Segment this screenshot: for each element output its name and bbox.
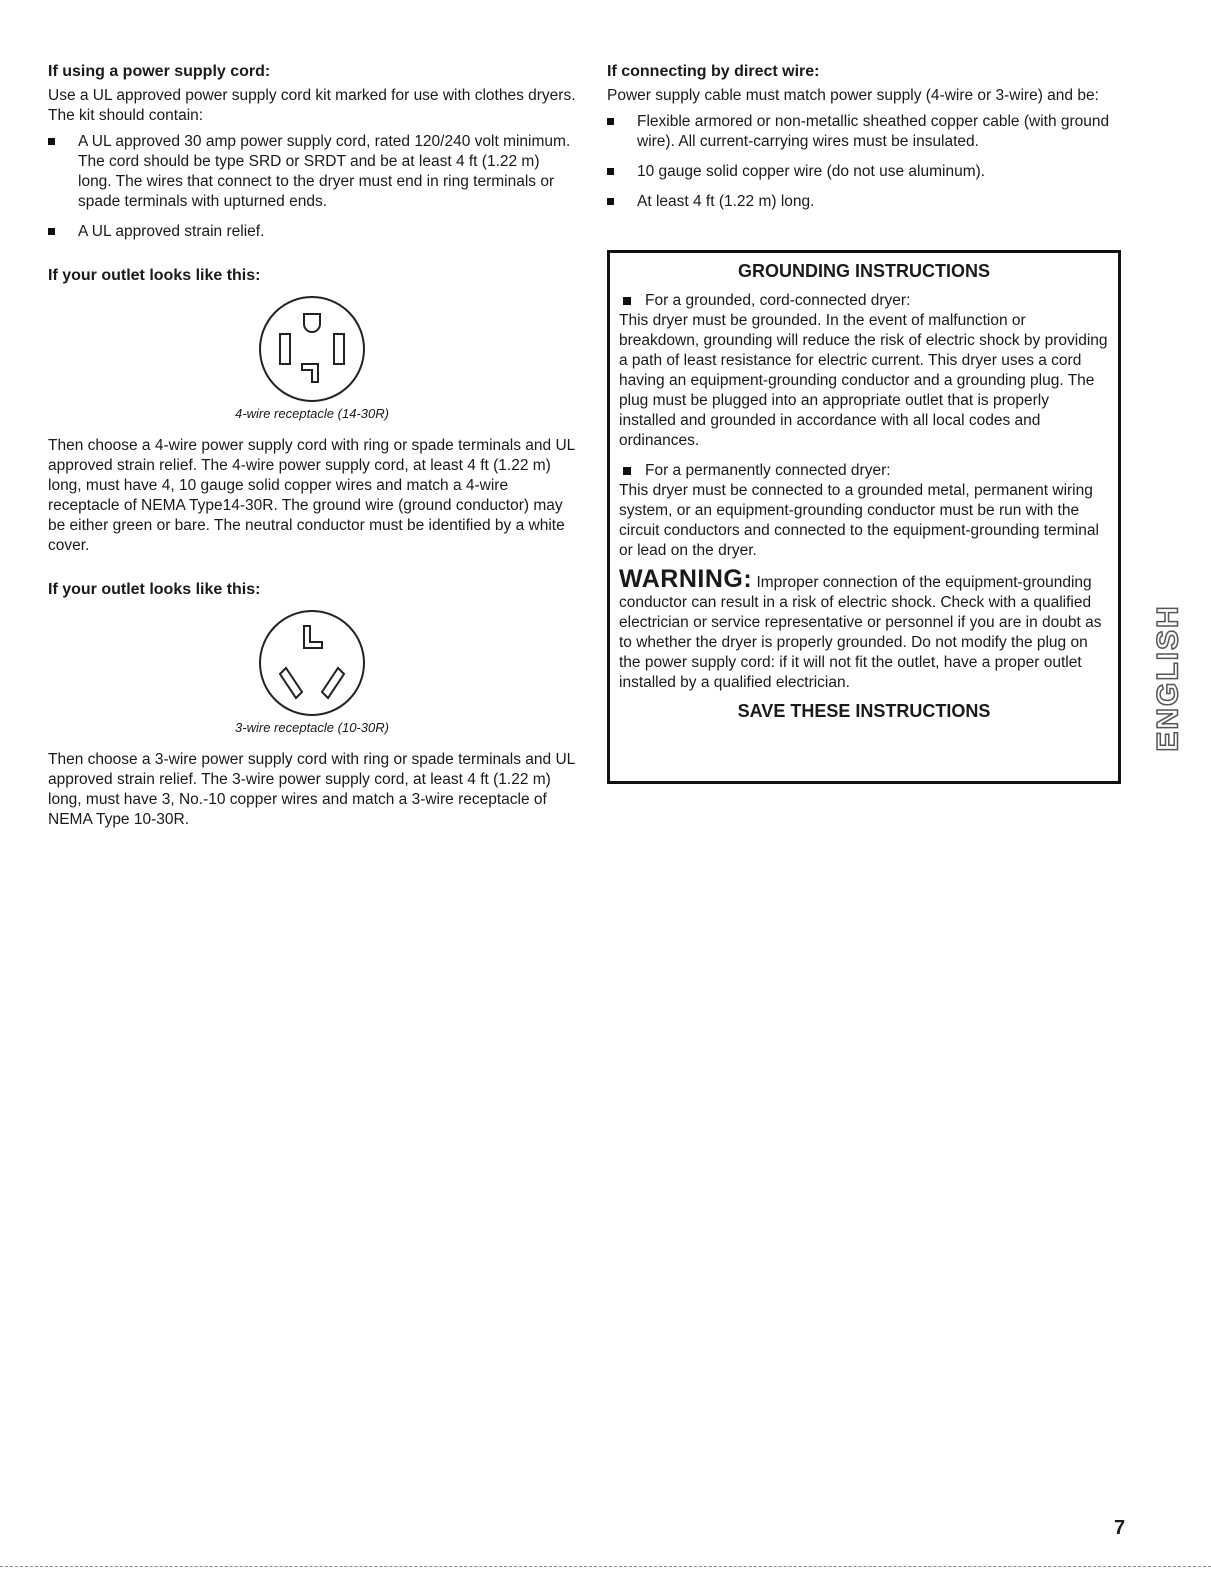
square-bullet-icon bbox=[607, 118, 614, 125]
direct-intro: Power supply cable must match power supply (4-wire or 3-wire) and be: bbox=[607, 87, 1099, 104]
grounding-bullet-2: For a permanently connected dryer: bbox=[619, 461, 1109, 481]
outlet1-text: Then choose a 4-wire power supply cord with ring or spade terminals and UL approved strain relief. The 4-wire power supply cord, at least 4 ft (1.22 m) long, must have 4, 10 gauge solid copper wires and match a 4-wire receptacle of NEMA Type14-30R. The ground wire (ground conductor) may be either green or bare. The neutral conductor must be identified by a white cover. bbox=[48, 437, 575, 554]
list-item: At least 4 ft (1.22 m) long. bbox=[607, 192, 1127, 212]
square-bullet-icon bbox=[607, 198, 614, 205]
bottom-divider bbox=[0, 1566, 1211, 1567]
cord-list bbox=[48, 132, 576, 242]
outlet2-caption: 3-wire receptacle (10-30R) bbox=[235, 720, 389, 735]
right-column bbox=[607, 62, 1127, 222]
left-column bbox=[48, 62, 576, 830]
list-item: 10 gauge solid copper wire (do not use aluminum). bbox=[607, 162, 1127, 182]
outlet2-text: Then choose a 3-wire power supply cord with ring or spade terminals and UL approved strain relief. The 3-wire power supply cord, at least 4 ft (1.22 m) long, must have 3, No.-10 copper wires and match a 3-wire receptacle of NEMA Type 10-30R. bbox=[48, 751, 575, 828]
warning-text: Improper connection of the equipment-grounding conductor can result in a risk of electric shock. Check with a qualified electrician or service representative or personnel if you are in doubt as to whether the dryer is properly grounded. Do not modify the plug on the power supply cord: if it will not fit the outlet, have a proper outlet installed by a qualified electrician. bbox=[619, 574, 1102, 691]
save-instructions: SAVE THESE INSTRUCTIONS bbox=[737, 701, 991, 721]
square-bullet-icon bbox=[623, 467, 631, 475]
grounding-title: GROUNDING INSTRUCTIONS bbox=[738, 261, 990, 281]
square-bullet-icon bbox=[607, 168, 614, 175]
direct-list bbox=[607, 112, 1127, 212]
outlet1-caption: 4-wire receptacle (14-30R) bbox=[235, 406, 389, 421]
outlet2-heading: If your outlet looks like this: bbox=[48, 581, 261, 598]
cord-intro: Use a UL approved power supply cord kit marked for use with clothes dryers. The kit should contain: bbox=[48, 87, 576, 124]
warning-label: WARNING: bbox=[619, 565, 753, 593]
language-side-tab bbox=[1153, 567, 1185, 789]
page-number: 7 bbox=[1114, 1517, 1126, 1539]
list-item: A UL approved 30 amp power supply cord, rated 120/240 volt minimum. The cord should be type SRD or SRDT and be at least 4 ft (1.22 m) long. The wires that connect to the dryer must end in ring terminals or spade terminals with upturned ends. bbox=[48, 132, 576, 212]
square-bullet-icon bbox=[48, 138, 55, 145]
outlet1-heading: If your outlet looks like this: bbox=[48, 267, 261, 284]
cord-heading: If using a power supply cord: bbox=[48, 63, 271, 80]
four-wire-receptacle-icon bbox=[252, 294, 372, 404]
side-tab-label: ENGLISH bbox=[1152, 604, 1186, 752]
list-item: Flexible armored or non-metallic sheathed copper cable (with ground wire). All current-carrying wires must be insulated. bbox=[607, 112, 1127, 152]
square-bullet-icon bbox=[48, 228, 55, 235]
grounding-text-1: This dryer must be grounded. In the event of malfunction or breakdown, grounding will reduce the risk of electric shock by providing a path of least resistance for electric current. This dryer uses a cord having an equipment-grounding conductor and a grounding plug. The plug must be plugged into an appropriate outlet that is properly installed and grounded in accordance with all local codes and ordinances. bbox=[619, 312, 1108, 449]
grounding-bullet-1: For a grounded, cord-connected dryer: bbox=[619, 291, 1109, 311]
direct-heading: If connecting by direct wire: bbox=[607, 63, 820, 80]
three-wire-receptacle-icon bbox=[252, 608, 372, 718]
grounding-text-2: This dryer must be connected to a grounded metal, permanent wiring system, or an equipment-grounding conductor must be run with the circuit conductors and connected to the equipment-grounding terminal or lead on the dryer. bbox=[619, 482, 1099, 559]
warning-paragraph bbox=[619, 565, 1109, 693]
square-bullet-icon bbox=[623, 297, 631, 305]
grounding-instructions-box bbox=[607, 250, 1121, 784]
list-item: A UL approved strain relief. bbox=[48, 222, 576, 242]
